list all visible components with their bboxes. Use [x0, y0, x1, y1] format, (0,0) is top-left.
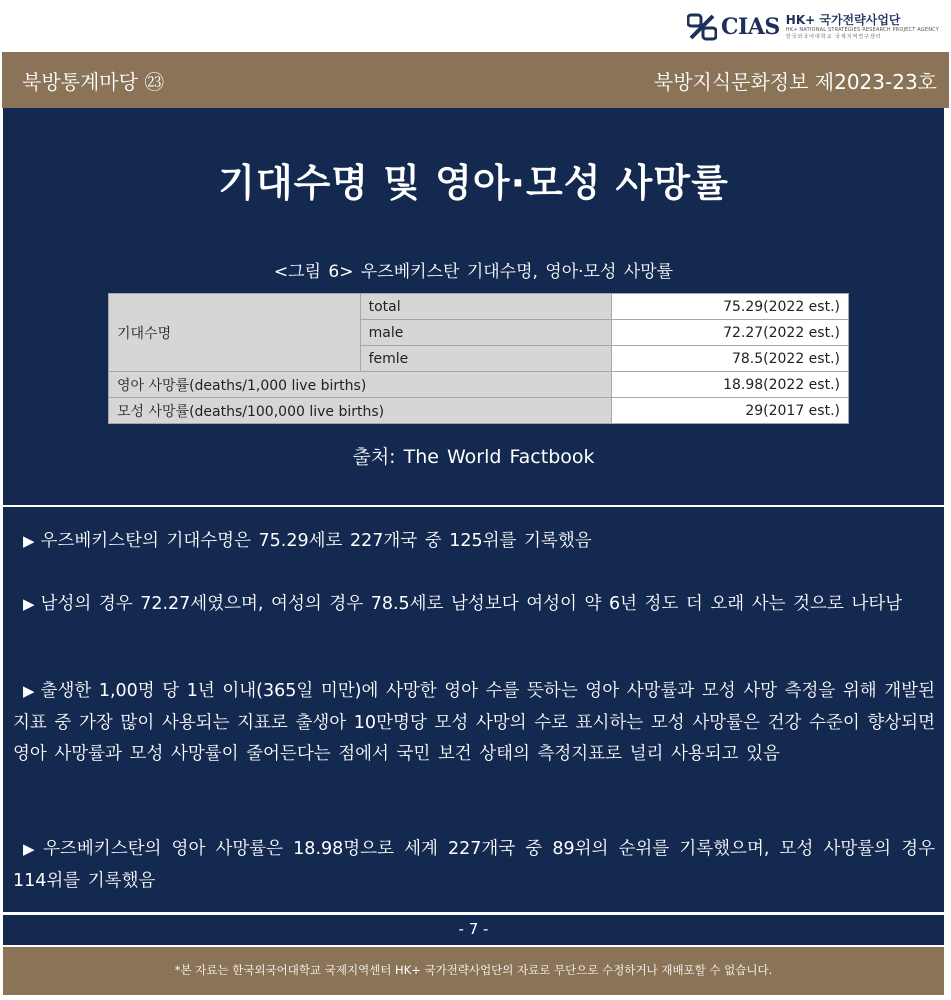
- infant-mortality-value: 18.98(2022 est.): [612, 372, 849, 398]
- logo-brand: CIAS: [721, 14, 780, 40]
- series-band: [2, 52, 949, 108]
- row-sub-label: male: [360, 320, 612, 346]
- row-sub-label: femle: [360, 346, 612, 372]
- row-value: 72.27(2022 est.): [612, 320, 849, 346]
- triangle-bullet-icon: ▶: [23, 682, 35, 700]
- body-panel: [3, 507, 944, 912]
- table-row: [109, 398, 849, 424]
- top-header: [0, 0, 951, 52]
- life-expectancy-label: 기대수명: [109, 294, 361, 372]
- cias-logo: [687, 10, 939, 44]
- triangle-bullet-icon: ▶: [23, 840, 38, 858]
- paragraph: [13, 526, 935, 558]
- source-note: 출처: The World Factbook: [352, 446, 595, 468]
- figure-caption: <그림 6> 우즈베키스탄 기대수명, 영아·모성 사망률: [273, 262, 674, 282]
- paragraph: [13, 676, 935, 771]
- paragraph-text: 우즈베키스탄의 기대수명은 75.29세로 227개국 중 125위를 기록했음: [40, 531, 592, 551]
- stats-table: [108, 293, 849, 424]
- page-number: - 7 -: [458, 920, 489, 938]
- copyright-notice: *본 자료는 한국외국어대학교 국제지역센터 HK+ 국가전략사업단의 자료로 무단으로 수정하거나 재배포할 수 없습니다.: [174, 963, 773, 977]
- triangle-bullet-icon: ▶: [23, 595, 35, 613]
- figure-panel: [3, 108, 944, 505]
- infant-mortality-label: 영아 사망률(deaths/1,000 live births): [109, 372, 612, 398]
- maternal-mortality-value: 29(2017 est.): [612, 398, 849, 424]
- row-value: 75.29(2022 est.): [612, 294, 849, 320]
- logo-sub-ko: 한국외국어대학교 국제지역연구센터: [785, 34, 882, 40]
- paragraph-text: 우즈베키스탄의 영아 사망률은 18.98명으로 세계 227개국 중 89위의 순위를 기록했으며, 모성 사망률의 경우 114위를 기록했음: [13, 839, 935, 891]
- series-title: 북방통계마당 ㉓: [22, 70, 165, 94]
- logo-org: HK+ 국가전략사업단: [785, 13, 901, 27]
- paragraph: [13, 589, 935, 621]
- row-value: 78.5(2022 est.): [612, 346, 849, 372]
- paragraph-text: 출생한 1,00명 당 1년 이내(365일 미만)에 사망한 영아 수를 뜻하는 영아 사망률과 모성 사망 측정을 위해 개발된 지표 중 가장 많이 사용되는 지표로 출생아 10만명당 모성 사망의 수로 표시하는 모성 사망률은 건강 수준이 향상되면 영아 사망률과 모성 사망률이 줄어든다는 점에서 국민 보건 상태의 측정지표로 널리 사용되고 있음: [13, 681, 935, 764]
- page-title: 기대수명 및 영아·모성 사망률: [218, 161, 729, 205]
- paragraph: [13, 834, 935, 897]
- paragraph-text: 남성의 경우 72.27세였으며, 여성의 경우 78.5세로 남성보다 여성이 약 6년 정도 더 오래 사는 것으로 나타남: [40, 594, 903, 614]
- maternal-mortality-label: 모성 사망률(deaths/100,000 live births): [109, 398, 612, 424]
- footer: [3, 947, 944, 995]
- page-number-bar: [3, 915, 944, 945]
- triangle-bullet-icon: ▶: [23, 532, 35, 550]
- issue-number: 북방지식문화정보 제2023-23호: [653, 70, 937, 94]
- cias-logo-icon: [687, 12, 717, 42]
- logo-sub-en: HK+ NATIONAL STRATEGIES RESEARCH PROJECT AGENCY: [785, 27, 939, 33]
- table-row: [109, 294, 849, 320]
- row-sub-label: total: [360, 294, 612, 320]
- table-row: [109, 372, 849, 398]
